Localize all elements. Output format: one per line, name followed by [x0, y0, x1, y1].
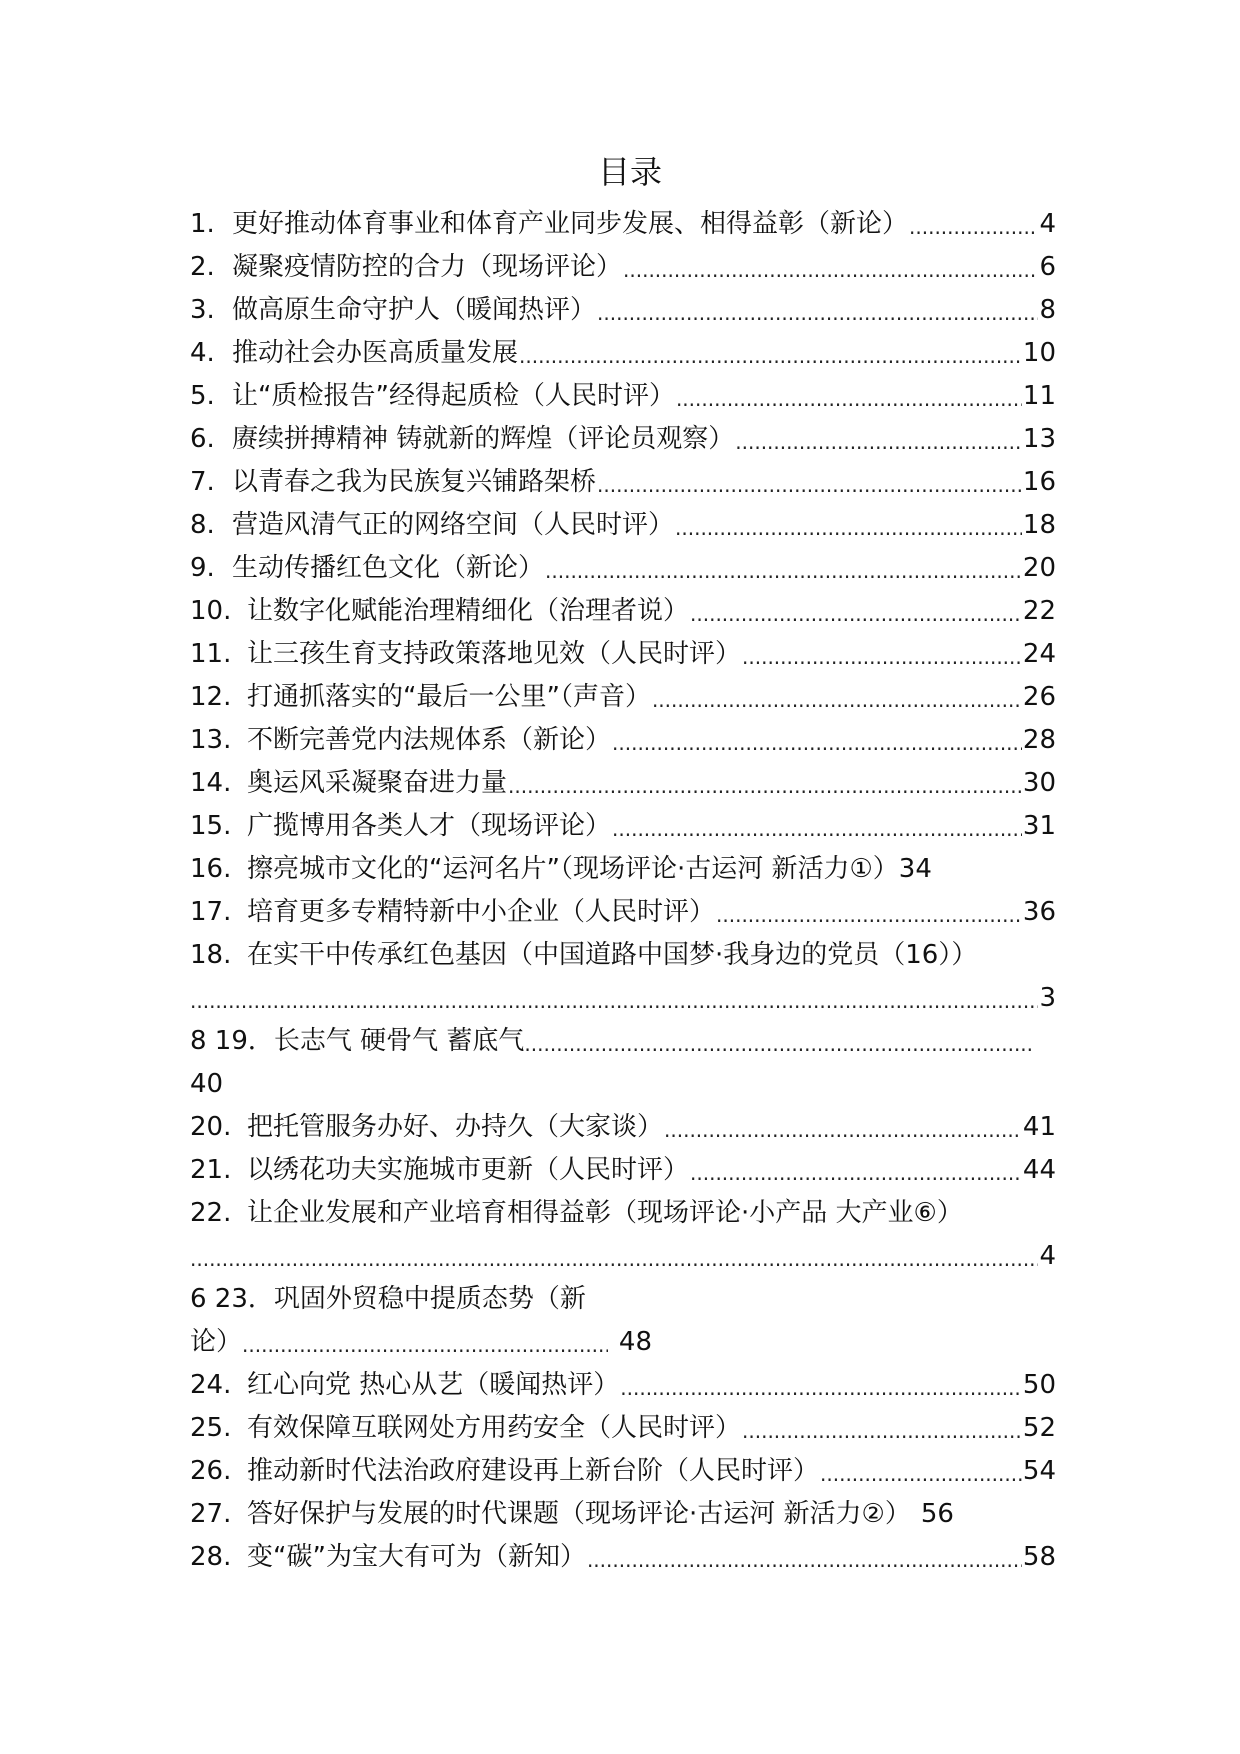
entry-title: 生动传播红色文化（新论）: [232, 553, 545, 583]
entry-number: 12.: [190, 682, 232, 712]
entry-number: 11.: [190, 639, 232, 669]
entry-title: 打通抓落实的“最后一公里”（声音）: [247, 682, 651, 712]
toc-entry-23[interactable]: 6 23．巩固外贸稳中提质态势（新: [190, 1284, 586, 1314]
entry-title: 奥运风采凝聚奋进力量: [247, 768, 508, 798]
entry-page: 3: [1039, 983, 1056, 1013]
entry-title: 变“碳”为宝大有可为（新知）: [247, 1542, 586, 1572]
toc-entry-11[interactable]: [190, 633, 1056, 676]
leader-dots: [742, 638, 1022, 676]
entry-page: 18: [1022, 510, 1056, 540]
entry-page: 28: [1022, 725, 1056, 755]
entry-number: 10.: [190, 596, 232, 626]
toc-entry-18[interactable]: [190, 934, 1056, 977]
entry-number: 27.: [190, 1499, 232, 1529]
toc-entry-14[interactable]: [190, 762, 1056, 805]
entry-title: 论）: [190, 1327, 243, 1357]
entry-page: 26: [1022, 682, 1056, 712]
entry-page: 10: [1022, 338, 1056, 368]
leader-dots: [612, 810, 1022, 848]
leader-dots: [545, 552, 1022, 590]
leader-dots: [676, 380, 1022, 418]
entry-page: 24: [1022, 639, 1056, 669]
leader-dots: [690, 1154, 1022, 1192]
entry-title: 推动新时代法治政府建设再上新台阶（人民时评）: [247, 1456, 820, 1486]
toc-entry-17[interactable]: [190, 891, 1056, 934]
leader-dots: [519, 337, 1022, 375]
entry-page: 30: [1022, 768, 1056, 798]
entry-page: 20: [1022, 553, 1056, 583]
toc-entry-28[interactable]: [190, 1536, 1056, 1579]
entry-page: 34: [898, 854, 932, 884]
entry-page: 50: [1022, 1370, 1056, 1400]
entry-page: 54: [1022, 1456, 1056, 1486]
toc-entry-6[interactable]: [190, 418, 1056, 461]
entry-number: 4.: [190, 338, 215, 368]
entry-page: 4: [1039, 209, 1056, 239]
toc-entry-12[interactable]: [190, 676, 1056, 719]
entry-number: 9.: [190, 553, 215, 583]
entry-page: 44: [1022, 1155, 1056, 1185]
entry-number: 25.: [190, 1413, 232, 1443]
leader-dots: [690, 595, 1022, 633]
entry-number: 22.: [190, 1198, 232, 1228]
entry-number: 17.: [190, 897, 232, 927]
entry-title: 培育更多专精特新中小企业（人民时评）: [247, 897, 716, 927]
entry-number: 7.: [190, 467, 215, 497]
entry-page: 16: [1022, 467, 1056, 497]
entry-number: 24.: [190, 1370, 232, 1400]
entry-number: 16.: [190, 854, 232, 884]
entry-title: 推动社会办医高质量发展: [232, 338, 519, 368]
entry-page: 52: [1022, 1413, 1056, 1443]
leader-dots: [524, 1025, 1035, 1063]
toc-entry-22-leader: [190, 1235, 1056, 1278]
entry-title: 擦亮城市文化的“运河名片”（现场评论·古运河 新活力①）: [247, 854, 899, 884]
leader-dots: [675, 509, 1022, 547]
toc-entry-1[interactable]: [190, 203, 1056, 246]
entry-page: 48: [618, 1327, 652, 1357]
entry-number: 18.: [190, 940, 232, 970]
entry-number: 15.: [190, 811, 232, 841]
entry-page: 8: [1039, 295, 1056, 325]
entry-number: 21.: [190, 1155, 232, 1185]
entry-number: 3.: [190, 295, 215, 325]
leader-dots: [664, 1111, 1022, 1149]
entry-title: 以青春之我为民族复兴铺路架桥: [232, 467, 597, 497]
leader-dots: [190, 1240, 1038, 1278]
toc-entry-20[interactable]: [190, 1106, 1056, 1149]
entry-title: 把托管服务办好、办持久（大家谈）: [247, 1112, 664, 1142]
toc-entry-2[interactable]: [190, 246, 1056, 289]
entry-number: 1.: [190, 209, 215, 239]
entry-number: 14.: [190, 768, 232, 798]
entry-number: 13.: [190, 725, 232, 755]
leader-dots: [620, 1369, 1022, 1407]
leader-dots: [612, 724, 1022, 762]
entry-page: 22: [1022, 596, 1056, 626]
leader-dots: [735, 423, 1022, 461]
leader-dots: [909, 208, 1038, 246]
entry-number: 6.: [190, 424, 215, 454]
entry-title: 做高原生命守护人（暖闻热评）: [232, 295, 597, 325]
toc-entry-26[interactable]: [190, 1450, 1056, 1493]
toc-entry-4[interactable]: [190, 332, 1056, 375]
entry-page: 4: [1039, 1241, 1056, 1271]
entry-page: 31: [1022, 811, 1056, 841]
entry-title: 让三孩生育支持政策落地见效（人民时评）: [247, 639, 742, 669]
entry-title: 让“质检报告”经得起质检（人民时评）: [232, 381, 675, 411]
leader-dots: [623, 251, 1038, 289]
entry-page: 58: [1022, 1542, 1056, 1572]
entry-title: 广揽博用各类人才（现场评论）: [247, 811, 612, 841]
toc-entry-5[interactable]: [190, 375, 1056, 418]
leader-dots: [190, 982, 1038, 1020]
entry-page: 41: [1022, 1112, 1056, 1142]
leader-dots: [597, 466, 1022, 504]
toc-entry-8[interactable]: [190, 504, 1056, 547]
entry-page: 11: [1022, 381, 1056, 411]
leader-dots: [597, 294, 1038, 332]
leader-dots: [652, 681, 1022, 719]
entry-number: 26.: [190, 1456, 232, 1486]
entry-number: 5.: [190, 381, 215, 411]
leader-dots: [508, 767, 1022, 805]
entry-title: 在实干中传承红色基因（中国道路中国梦·我身边的党员（16））: [247, 940, 978, 970]
toc-entry-3[interactable]: [190, 289, 1056, 332]
entry-title: 赓续拼搏精神 铸就新的辉煌（评论员观察）: [232, 424, 735, 454]
toc-entry-19[interactable]: [190, 1020, 1036, 1063]
entry-number: 2.: [190, 252, 215, 282]
toc-entry-27[interactable]: [190, 1493, 1056, 1536]
entry-page: 6: [1039, 252, 1056, 282]
entry-page: 40: [190, 1069, 224, 1099]
leader-dots: [716, 896, 1022, 934]
toc-entry-25[interactable]: [190, 1407, 1056, 1450]
entry-number: 28.: [190, 1542, 232, 1572]
entry-title: 红心向党 热心从艺（暖闻热评）: [247, 1370, 620, 1400]
toc-entry-16[interactable]: [190, 848, 1056, 891]
toc-entry-23-leader: [190, 1321, 652, 1364]
toc-entry-13[interactable]: [190, 719, 1056, 762]
toc-entry-24[interactable]: [190, 1364, 1056, 1407]
toc-entry-9[interactable]: [190, 547, 1056, 590]
entry-title: 8 19．长志气 硬骨气 蓄底气: [190, 1026, 525, 1056]
toc-title: 目录: [597, 153, 662, 191]
toc-entry-22[interactable]: [190, 1192, 1056, 1235]
toc-entry-15[interactable]: [190, 805, 1056, 848]
entry-page: 56: [920, 1499, 954, 1529]
entry-title: 让数字化赋能治理精细化（治理者说）: [247, 596, 690, 626]
entry-title: 营造风清气正的网络空间（人民时评）: [232, 510, 675, 540]
toc-entry-18-leader: [190, 977, 1056, 1020]
entry-page: 13: [1022, 424, 1056, 454]
entry-page: 36: [1022, 897, 1056, 927]
leader-dots: [587, 1541, 1022, 1579]
toc-entry-10[interactable]: [190, 590, 1056, 633]
leader-dots: [742, 1412, 1022, 1450]
entry-title: 不断完善党内法规体系（新论）: [247, 725, 612, 755]
entry-title: 凝聚疫情防控的合力（现场评论）: [232, 252, 623, 282]
toc-entry-21[interactable]: [190, 1149, 1056, 1192]
entry-title: 以绣花功夫实施城市更新（人民时评）: [247, 1155, 690, 1185]
entry-number: 20.: [190, 1112, 232, 1142]
entry-title: 更好推动体育事业和体育产业同步发展、相得益彰（新论）: [232, 209, 909, 239]
entry-title: 答好保护与发展的时代课题（现场评论·古运河 新活力②）: [247, 1499, 911, 1529]
leader-dots: [820, 1455, 1022, 1493]
toc-list: [190, 203, 1056, 1579]
leader-dots: [242, 1326, 608, 1364]
toc-entry-7[interactable]: [190, 461, 1056, 504]
entry-title: 有效保障互联网处方用药安全（人民时评）: [247, 1413, 742, 1443]
entry-title: 让企业发展和产业培育相得益彰（现场评论·小产品 大产业⑥）: [247, 1198, 963, 1228]
entry-number: 8.: [190, 510, 215, 540]
